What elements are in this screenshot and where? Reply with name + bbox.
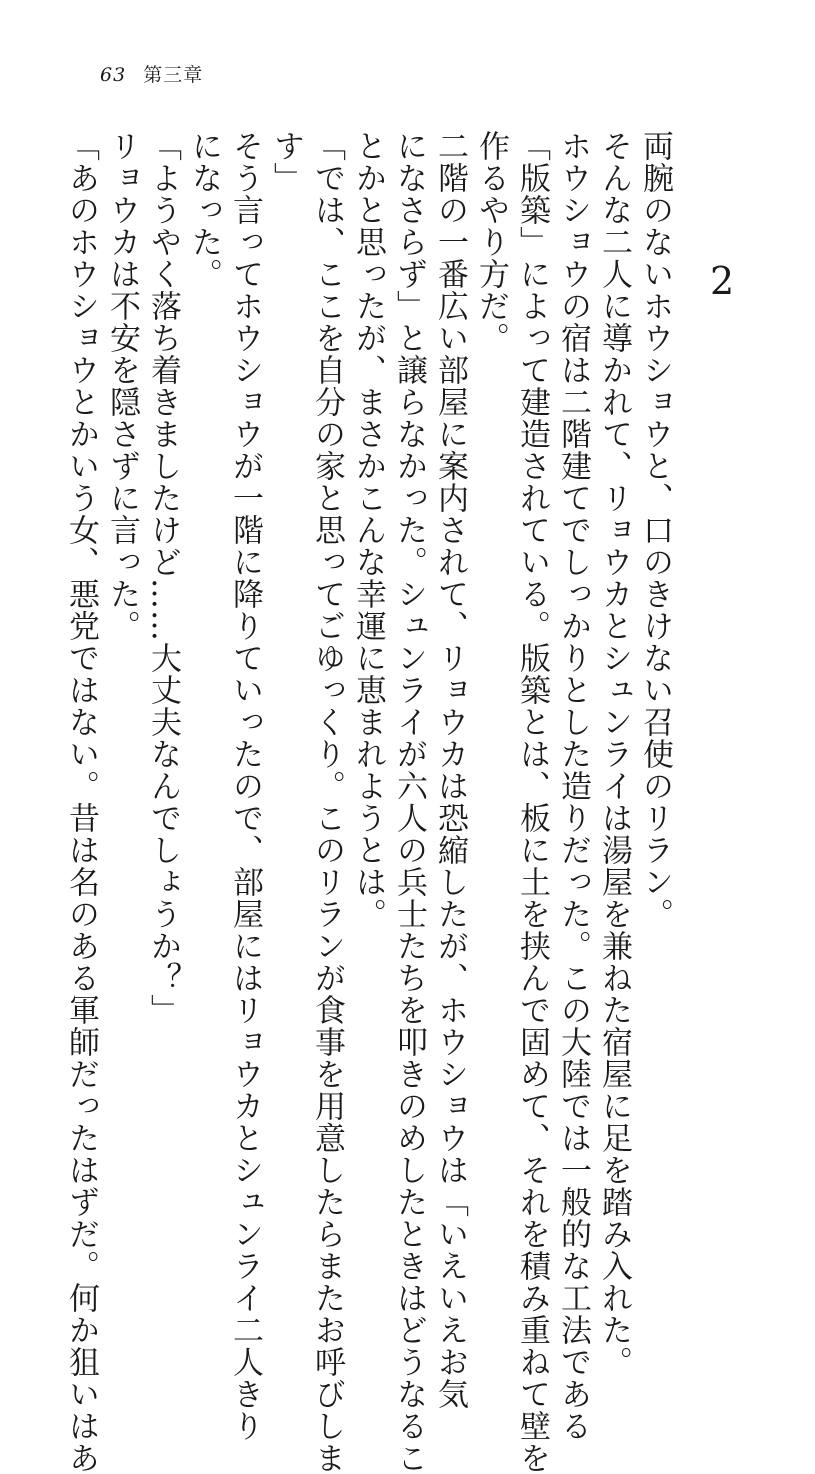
text-line: そう言ってホウショウが一階に降りていったので、部屋にはリョウカとシュンライ二人きり — [227, 130, 263, 1442]
text-line: 両腕のないホウショウと、口のきけない召使のリラン。 — [637, 130, 673, 930]
text-line: 「版築」によって建造されている。版築とは、板に土を挟んで固めて、それを積み重ねて壁を — [514, 130, 550, 1474]
text-line: 「では、ここを自分の家と思ってごゆっくり。このリランが食事を用意したらまたお呼びしま — [309, 130, 345, 1474]
text-line: になさらず」と譲らなかった。シュンライが六人の兵士たちを叩きのめしたときはどうなるこ — [391, 130, 427, 1474]
text-line: とかと思ったが、まさかこんな幸運に恵まれようとは。 — [350, 130, 386, 930]
text-line: ホウショウの宿は二階建てでしっかりとした造りだった。この大陸では一般的な工法である — [555, 130, 591, 1442]
text-line: 二階の一番広い部屋に案内されて、リョウカは恐縮したが、ホウショウは「いえいえお気 — [432, 130, 468, 1410]
text-line: 「あのホウショウとかいう女、悪党ではない。昔は名のある軍師だったはずだ。何か狙いはあ — [63, 130, 99, 1474]
section-number: 2 — [710, 259, 735, 303]
page-number: 63 — [100, 64, 127, 86]
text-line: 「ようやく落ち着きましたけど……大丈夫なんでしょうか？」 — [145, 130, 181, 1026]
text-line: になった。 — [186, 130, 222, 290]
text-line: リョウカは不安を隠さずに言った。 — [104, 130, 140, 642]
text-line: 作るやり方だ。 — [473, 130, 509, 354]
text-line: す」 — [268, 130, 304, 194]
chapter-title: 第三章 — [143, 64, 204, 86]
text-line: そんな二人に導かれて、リョウカとシュンライは湯屋を兼ねた宿屋に足を踏み入れた。 — [596, 130, 632, 1378]
running-head — [100, 60, 203, 87]
body-text — [60, 130, 675, 1474]
